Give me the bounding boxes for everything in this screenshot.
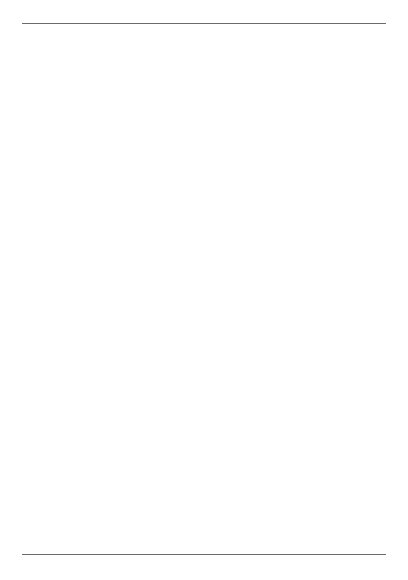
document-body — [38, 44, 370, 544]
footer-banner — [22, 554, 386, 568]
header-banner — [22, 10, 386, 24]
